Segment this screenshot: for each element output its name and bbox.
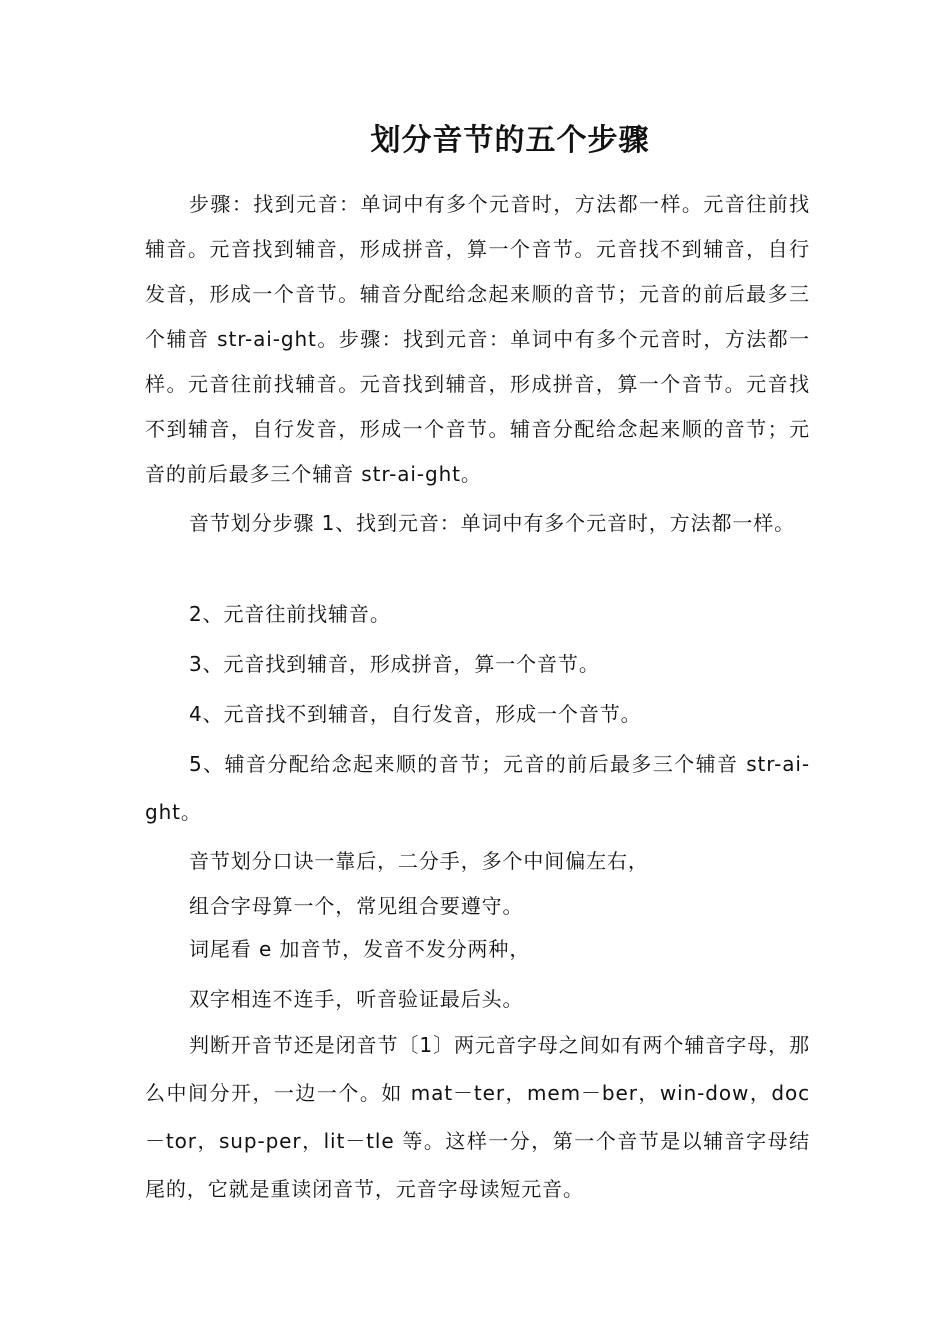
paragraph-open-closed-syllable: 判断开音节还是闭音节〔1〕两元音字母之间如有两个辅音字母，那么中间分开，一边一个。如 mat－ter，mem－ber，win-dow，doc－tor，sup-per，lit－tle 等。这样一分，第一个音节是以辅音字母结尾的，它就是重读闭音节，元音字母读短元音。: [145, 1033, 810, 1201]
paragraph-step-2: 2、元音往前找辅音。: [189, 602, 391, 626]
paragraph-steps: 步骤：找到元音：单词中有多个元音时，方法都一样。元音往前找辅音。元音找到辅音，形成拼音，算一个音节。元音找不到辅音，自行发音，形成一个音节。辅音分配给念起来顺的音节；元音的前后最多三个辅音 str-ai-ght。步骤：找到元音：单词中有多个元音时，方法都一样。元音往前找辅音。元音找到辅音，形成拼音，算一个音节。元音找不到辅音，自行发音，形成一个音节。辅音分配给念起来顺的音节；元音的前后最多三个辅音 str-ai-ght。: [145, 192, 810, 486]
mnemonic-line-2: 组合字母算一个，常见组合要遵守。: [189, 894, 524, 918]
mnemonic-line-4: 双字相连不连手，听音验证最后头。: [189, 987, 524, 1011]
paragraph-step-5: 5、辅音分配给念起来顺的音节；元音的前后最多三个辅音 str-ai-ght。: [145, 752, 810, 824]
mnemonic-line-1: 音节划分口诀一靠后，二分手，多个中间偏左右，: [189, 849, 649, 873]
mnemonic-line-3: 词尾看 e 加音节，发音不发分两种，: [189, 937, 531, 961]
paragraph-step-4: 4、元音找不到辅音，自行发音，形成一个音节。: [189, 702, 642, 726]
paragraph-step-3: 3、元音找到辅音，形成拼音，算一个音节。: [189, 652, 600, 676]
document-title: 划分音节的五个步骤: [370, 123, 650, 158]
paragraph-step-1: 音节划分步骤 1、找到元音：单词中有多个元音时，方法都一样。: [189, 511, 796, 535]
